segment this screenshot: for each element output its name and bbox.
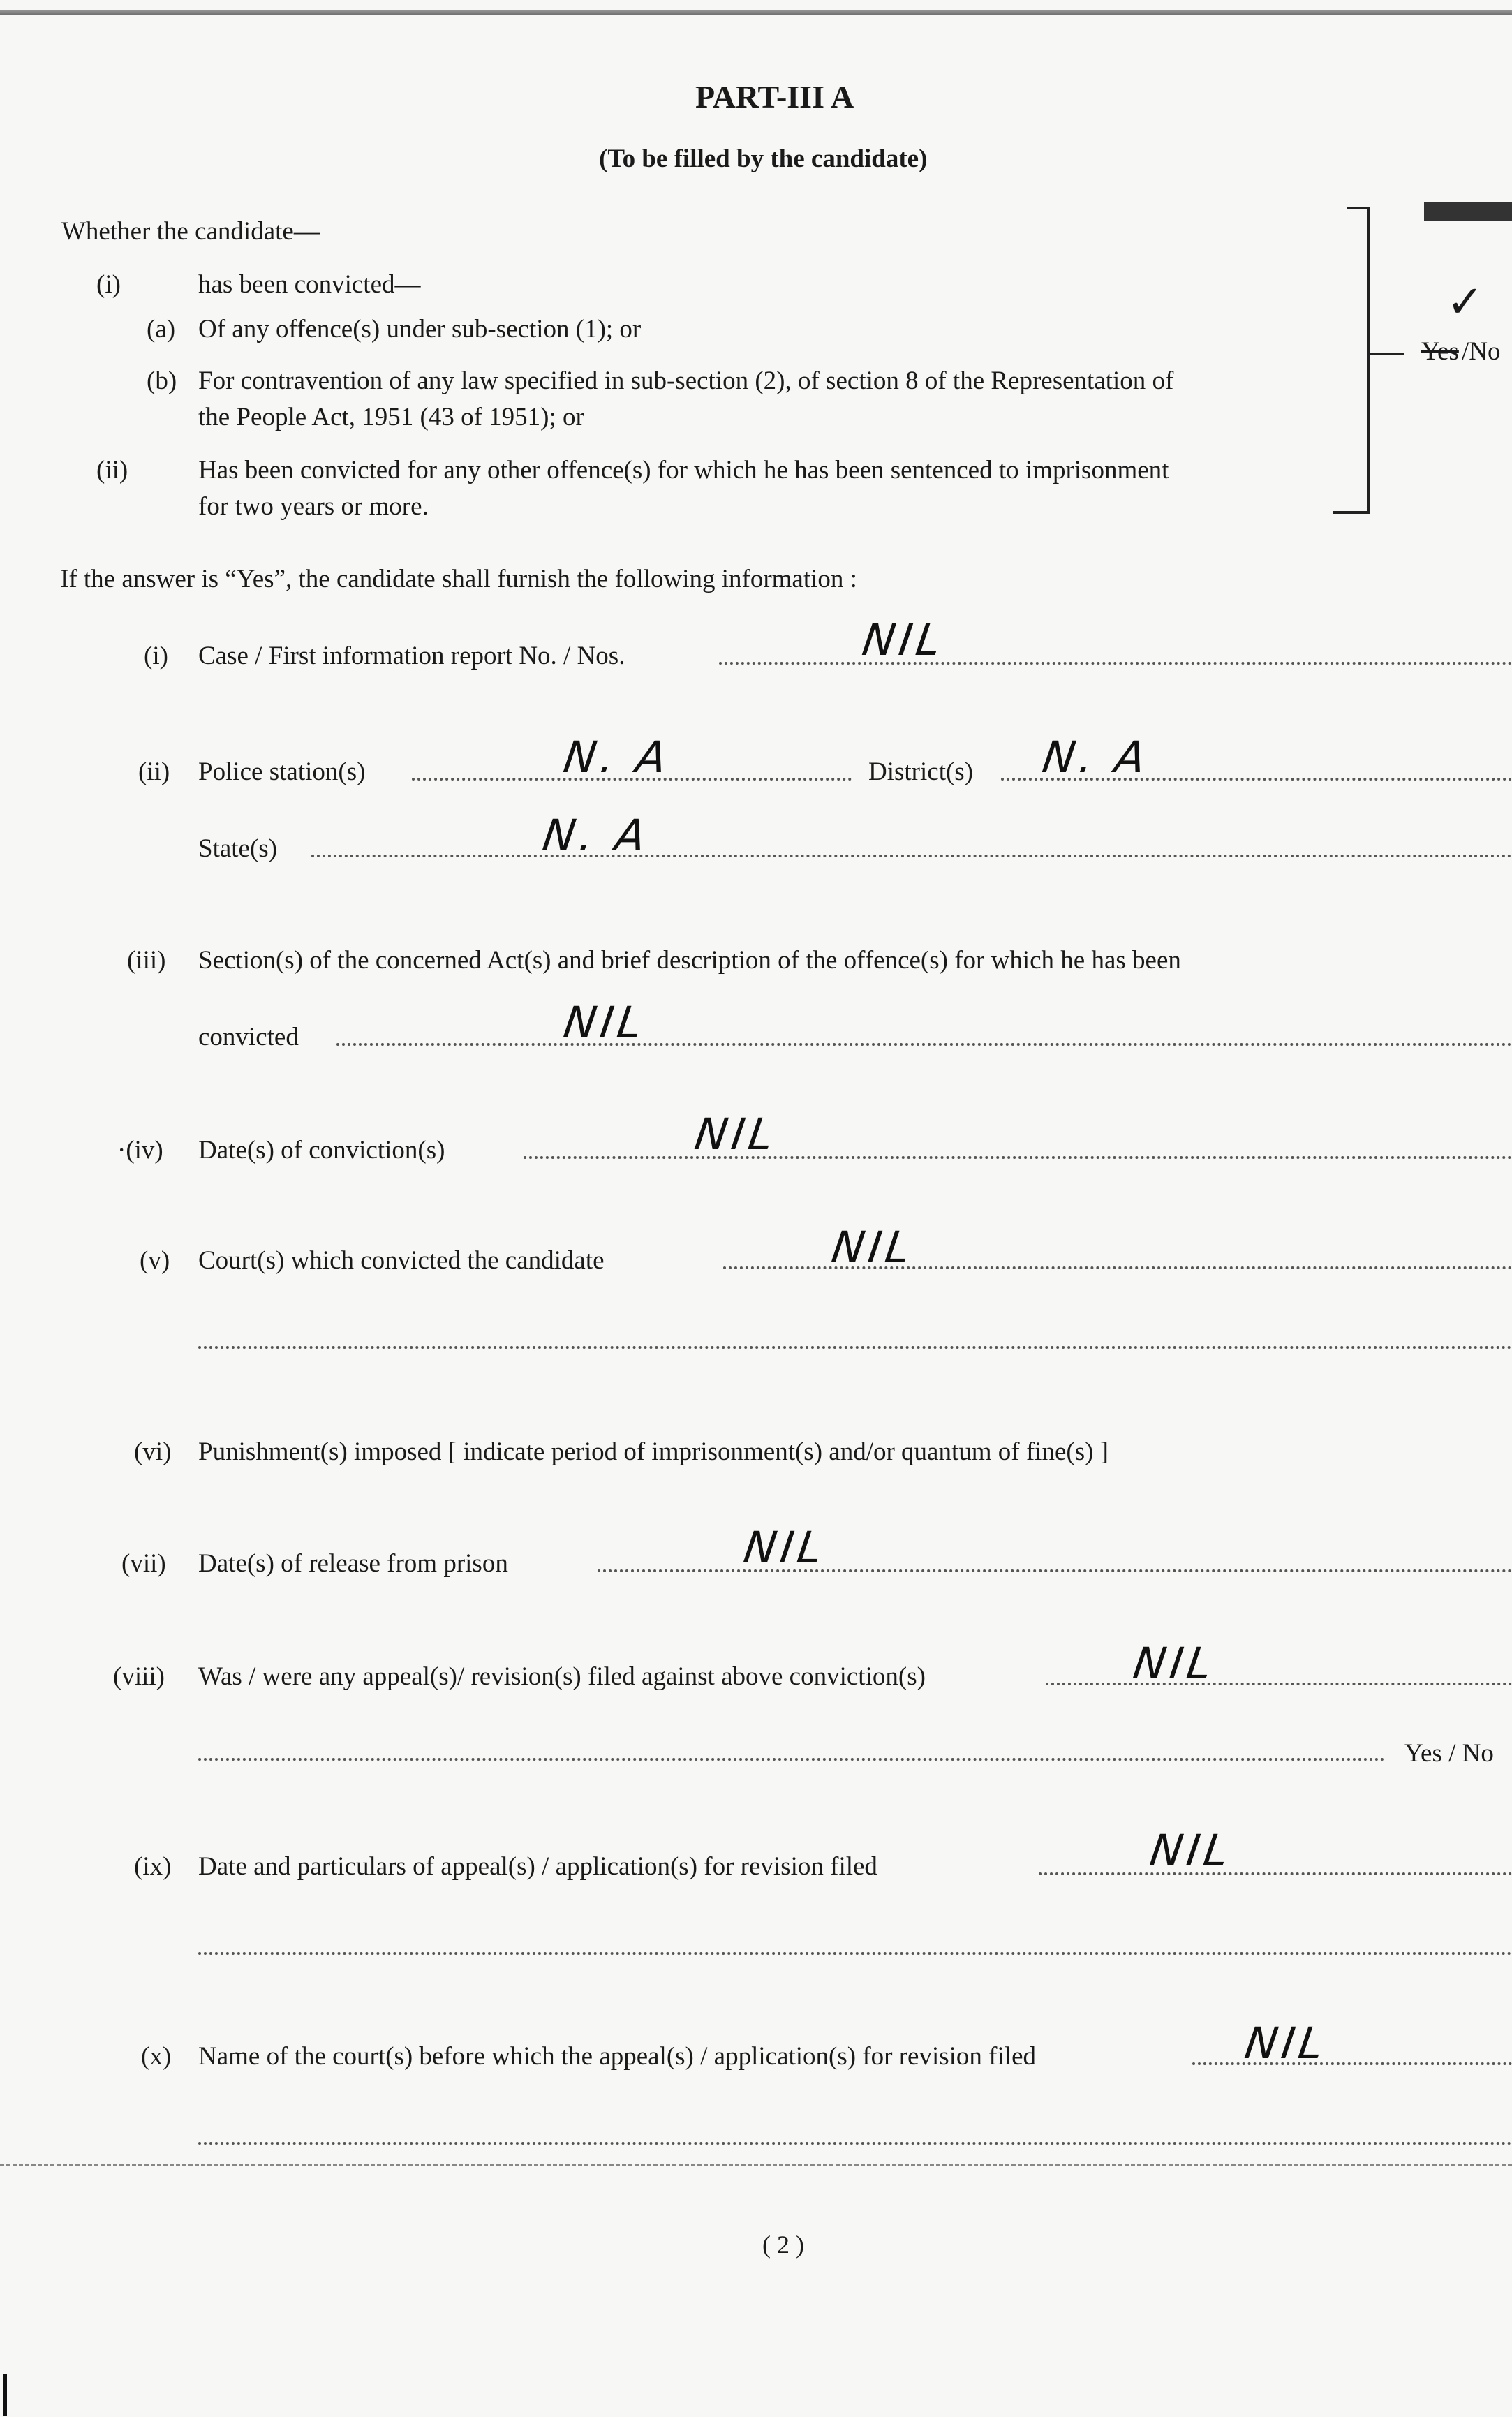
item-viii-label: Was / were any appeal(s)/ revision(s) filed against above conviction(s) (198, 1662, 926, 1691)
item-vii-value: NIL (740, 1522, 830, 1573)
item-iv-value: NIL (691, 1109, 781, 1160)
conviction-ii-num: (ii) (96, 456, 128, 485)
answer-box-edge (1424, 202, 1512, 221)
conviction-b-num: (b) (147, 367, 177, 395)
page-subtitle: (To be filled by the candidate) (599, 145, 928, 173)
district-value: N. A (1039, 732, 1153, 783)
item-iv-label: Date(s) of conviction(s) (198, 1136, 445, 1165)
item-vii-field[interactable] (598, 1569, 1512, 1572)
item-vi-label: Punishment(s) imposed [ indicate period of imprisonment(s) and/or quantum of fine(s) ] (198, 1437, 1109, 1466)
if-yes-instruction: If the answer is “Yes”, the candidate shall furnish the following information : (60, 565, 857, 593)
conviction-i-text: has been convicted— (198, 270, 421, 299)
item-iii-line1: Section(s) of the concerned Act(s) and brief description of the offence(s) for which he has been (198, 946, 1181, 975)
state-field[interactable] (311, 855, 1512, 857)
answer-brace (1367, 207, 1370, 512)
conviction-i-num: (i) (96, 270, 121, 299)
item-viii-num: (viii) (113, 1662, 165, 1691)
conviction-a-num: (a) (147, 315, 176, 343)
item-x-value: NIL (1241, 2018, 1331, 2069)
item-x-field[interactable] (1192, 2062, 1512, 2065)
item-iii-line2: convicted (198, 1023, 299, 1051)
item-viii-field-2[interactable] (198, 1758, 1385, 1761)
item-v-num: (v) (140, 1246, 170, 1275)
state-label: State(s) (198, 834, 278, 863)
item-x-num: (x) (141, 2042, 172, 2071)
answer-brace-bottom (1333, 511, 1370, 514)
answer-yes-struck: Yes (1421, 337, 1459, 366)
page-title: PART-III A (695, 79, 854, 114)
conviction-b-line2: the People Act, 1951 (43 of 1951); or (198, 403, 584, 431)
item-v-field-2[interactable] (198, 1346, 1512, 1349)
item-ix-value: NIL (1146, 1825, 1236, 1876)
footer-divider (0, 2164, 1512, 2166)
item-iii-value: NIL (560, 997, 650, 1048)
district-label: District(s) (868, 757, 974, 786)
item-viii-yes-no: Yes / No (1404, 1739, 1494, 1768)
answer-brace-top (1347, 207, 1370, 209)
page-number: ( 2 ) (762, 2231, 804, 2259)
item-ix-field[interactable] (1039, 1872, 1512, 1875)
item-ix-num: (ix) (134, 1852, 172, 1881)
item-v-label: Court(s) which convicted the candidate (198, 1246, 605, 1275)
answer-no: /No (1462, 337, 1501, 366)
item-iii-field[interactable] (336, 1043, 1512, 1046)
item-vi-num: (vi) (134, 1437, 172, 1466)
conviction-b-line1: For contravention of any law specified in sub-section (2), of section 8 of the Representation of (198, 367, 1174, 395)
item-viii-field[interactable] (1046, 1683, 1512, 1685)
item-i-label: Case / First information report No. / Nos. (198, 642, 625, 670)
item-i-value: NIL (859, 614, 949, 665)
item-iv-num: ·(iv) (117, 1136, 163, 1165)
item-x-field-2[interactable] (198, 2142, 1512, 2145)
item-iii-num: (iii) (127, 946, 166, 975)
left-edge-mark (3, 2374, 7, 2416)
item-ix-field-2[interactable] (198, 1952, 1512, 1955)
answer-checkmark: ✓ (1446, 276, 1484, 328)
item-v-value: NIL (828, 1222, 918, 1273)
item-i-field[interactable] (719, 662, 1512, 665)
police-station-value: N. A (560, 732, 674, 783)
conviction-ii-line1: Has been convicted for any other offence(s) for which he has been sentenced to imprisonment (198, 456, 1169, 485)
item-i-num: (i) (144, 642, 168, 670)
item-ii-num: (ii) (138, 757, 170, 786)
intro-text: Whether the candidate— (61, 217, 320, 246)
item-vii-label: Date(s) of release from prison (198, 1549, 508, 1578)
conviction-a-text: Of any offence(s) under sub-section (1); or (198, 315, 642, 343)
item-ix-label: Date and particulars of appeal(s) / application(s) for revision filed (198, 1852, 877, 1881)
state-value: N. A (539, 810, 653, 861)
item-viii-value: NIL (1129, 1638, 1220, 1689)
item-iv-field[interactable] (524, 1156, 1512, 1159)
top-edge-bar (0, 10, 1512, 15)
item-x-label: Name of the court(s) before which the appeal(s) / application(s) for revision filed (198, 2042, 1036, 2071)
item-ii-label: Police station(s) (198, 757, 366, 786)
answer-brace-tick (1370, 353, 1404, 355)
conviction-ii-line2: for two years or more. (198, 492, 429, 521)
item-vii-num: (vii) (121, 1549, 166, 1578)
